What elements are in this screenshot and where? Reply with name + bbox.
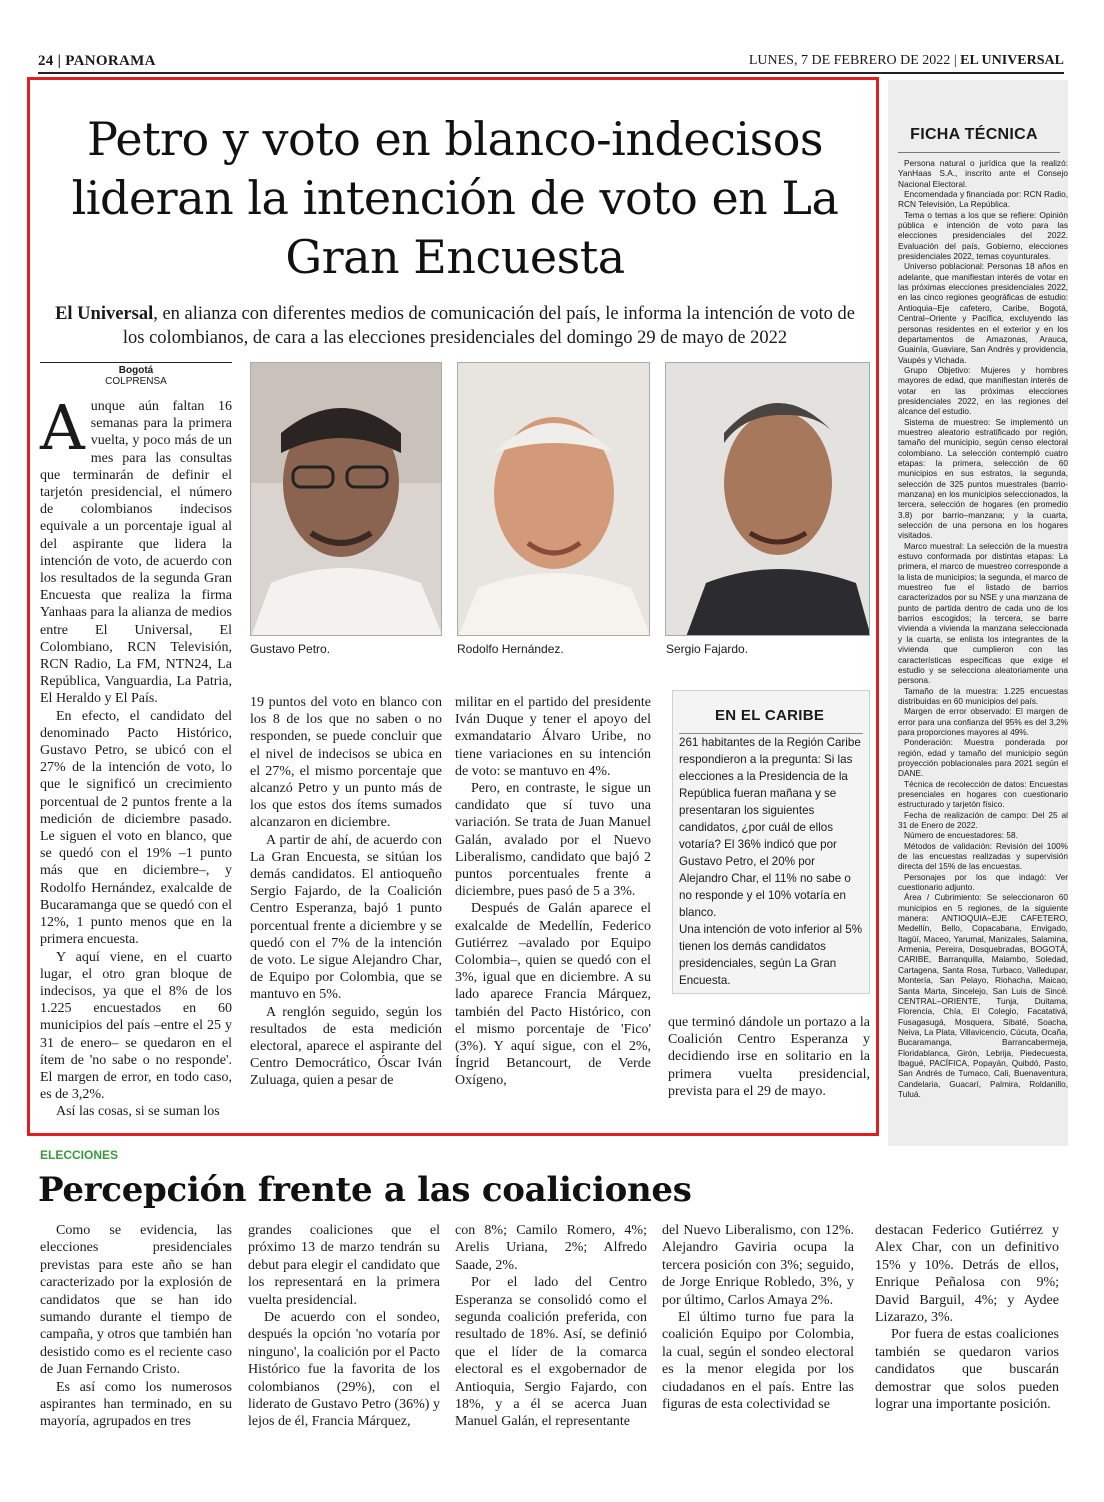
article-paragraph: En efecto, el candidato del denominado Pacto Histórico, Gustavo Petro, se ubicó con el 27% de la intención de voto, lo que le significó un crecimiento porcentual de 2 puntos frente a la medición de diciembre pasado. Le siguen el voto en blanco, que se quedó con el 19% –1 punto más que en diciembre–, y Rodolfo Hernández, exalcalde de Bucaramanga que se quedó con el 12%, 1 punto menos que en la primera encuesta. xyxy=(40,708,232,948)
header-separator: | xyxy=(950,53,961,68)
article-paragraph: Es así como los numerosos aspirantes han terminado, en su mayoría, agrupados en tres xyxy=(40,1379,232,1430)
ficha-item: Ponderación: Muestra ponderada por región, edad y tamaño del municipio según proyección poblacionales para 2021 según el DANE. xyxy=(898,737,1068,779)
ficha-title: FICHA TÉCNICA xyxy=(910,126,1038,143)
ficha-item: Número de encuestadores: 58. xyxy=(904,830,1018,841)
article-paragraph: con 8%; Camilo Romero, 4%; Arelis Uriana, 2%; Alfredo Saade, 2%. xyxy=(455,1223,647,1273)
ficha-item: Universo poblacional: Personas 18 años en adelante, que manifiestan interés de votar en las próximas elecciones presidenciales 2022, en las cinco regiones geográficas de estudio: Antioquia–Eje cafetero, Caribe, Bogotá, Central–Oriente y Pacífica, excluyendo las personas residentes en el exterior y en los departamentos de Amazonas, Arauca, Guainía, Guaviare, San Andrés y providencia, Vaupés y Vichada. xyxy=(898,261,1068,365)
page-section: 24 | PANORAMA xyxy=(38,53,156,69)
ficha-item: Sistema de muestreo: Se implementó un muestreo aleatorio estratificado por región, tamaño del municipio, según censo electoral colombiano. La selección contempló cuatro etapas: la primera, selección de 60 municipios en sus estratos, la segunda, selección de 325 puntos muestrales (barrio-manzana) en los municipios seleccionados, la tercera, selección de hogares (en promedio 3.8) por barrio–manzana; y la cuarta, selección de una persona en los hogares visitados. xyxy=(898,416,1068,541)
photo-rodolfo-hernandez xyxy=(457,362,650,636)
issue-date-line xyxy=(749,53,1064,69)
article-paragraph: que terminó dándole un portazo a la Coalición Centro Esperanza y decidiendo irse en solitario en la primera vuelta presidencial, prevista para el 29 de mayo. xyxy=(668,1015,870,1099)
bottom-column-3 xyxy=(455,1222,647,1431)
article-paragraph: Por el lado del Centro Esperanza se consolidó como el segunda coalición preferida, con resultado de 18%. Así, se definió que el líder de la comarca electoral es el exgobernador de Antioquia, Sergio Fajardo, con 18%, y a él se acerca Juan Manuel Galán, el representante xyxy=(455,1275,647,1430)
ficha-tecnica-sidebar xyxy=(888,80,1068,1146)
portrait-image xyxy=(251,363,442,636)
caption-rodolfo-hernandez: Rodolfo Hernández. xyxy=(457,642,564,656)
ficha-item: Fecha de realización de campo: Del 25 al 31 de Enero de 2022. xyxy=(898,809,1068,830)
dateline-city: Bogotá xyxy=(118,365,154,376)
section-label: ELECCIONES xyxy=(40,1148,119,1162)
caption-gustavo-petro: Gustavo Petro. xyxy=(250,642,331,656)
ficha-item: Persona natural o jurídica que la realizó: YanHaas S.A., inscrito ante el Consejo Nacional Electoral. xyxy=(898,158,1068,189)
article-paragraph: Así las cosas, si se suman los xyxy=(56,1104,220,1120)
article-column-3 xyxy=(455,694,651,1090)
caribe-paragraph: 261 habitantes de la Región Caribe respondieron a la pregunta: Si las elecciones a la Presidencia de la República fueran mañana y se presentaran los siguientes candidatos, ¿por cuál de ellos votaría? El 36% indicó que por Gustavo Petro, el 20% por Alejandro Char, el 11% no sabe o no responde y el 10% votaría en blanco. xyxy=(679,736,861,919)
article-paragraph: Como se evidencia, las elecciones presidenciales previstas para este año se han caracterizado por la explosión de candidatos que se han ido sumando durante el tiempo de campaña, y otros que también han desistido como es el reciente caso de Juan Fernando Cristo. xyxy=(40,1223,232,1378)
article-paragraph: Y aquí viene, en el cuarto lugar, el otro gran bloque de indecisos, ya que el 8% de los 1.225 encuestados en 60 municipios del país –entre el 25 y 31 de enero– se quedaron en el ítem de 'no sabe o no responde'. El margen de error, en todo caso, es de 3,2%. xyxy=(40,949,232,1103)
dateline xyxy=(40,362,232,387)
deck-text: , en alianza con diferentes medios de comunicación del país, le informa la intención de voto de los colombianos, de cara a las elecciones presidenciales del domingo 29 de mayo de 2022 xyxy=(122,304,855,348)
ficha-item: Encomendada y financiada por: RCN Radio, RCN Televisión, La República. xyxy=(898,189,1068,210)
photo-sergio-fajardo xyxy=(665,362,870,636)
deck xyxy=(42,302,868,350)
ficha-item: Grupo Objetivo: Mujeres y hombres mayores de edad, que manifiestan interés de votar en las próximas elecciones presidenciales 2022, en las regiones del alcance del estudio. xyxy=(898,364,1068,417)
article-paragraph: El último turno fue para la coalición Equipo por Colombia, la cual, según el sondeo electoral es la menor elegida por los ciudadanos en el país. Entre las figuras de esta colectividad se xyxy=(662,1310,854,1413)
portrait-image xyxy=(666,363,870,636)
caption-sergio-fajardo: Sergio Fajardo. xyxy=(666,642,749,656)
article-paragraph: A renglón seguido, según los resultados de esta medición electoral, aparece el aspirante del Centro Democrático, Óscar Iván Zuluaga, quien a pesar de xyxy=(250,1004,442,1089)
section-headline: Percepción frente a las coaliciones xyxy=(38,1170,692,1210)
article-paragraph: A partir de ahí, de acuerdo con La Gran Encuesta, se sitúan los demás candidatos. El antioqueño Sergio Fajardo, de la Coalición Centro Esperanza, bajó 1 punto porcentual frente a diciembre y se quedó con el 7% de la intención de voto. Le sigue Alejandro Char, de Equipo por Colombia, que se mantuvo en 5%. xyxy=(250,832,442,1003)
caribe-title: EN EL CARIBE xyxy=(715,707,825,724)
dateline-agency: COLPRENSA xyxy=(105,376,167,387)
issue-date: LUNES, 7 DE FEBRERO DE 2022 xyxy=(748,53,951,68)
ficha-item: Margen de error observado: El margen de error para una confianza del 95% es del 3,2% para proporciones mayores al 49%. xyxy=(898,706,1068,737)
ficha-item: Marco muestral: La selección de la muestra estuvo conformada por distintas etapas: La primera, el marco de muestreo corresponde a la lista de municipios; la segunda, el marco de muestreo fue el listado de barrios caracterizados por su NSE y una manzana de punto de partida dentro de cada uno de los barrios escogidos; la tercera, se barre vivienda a vivienda la manzana seleccionada y la cuarta, se enlista los integrantes de la vivienda que cumplieron con las características específicas que exige el estudio y se selecciona aleatoriamente una persona. xyxy=(898,540,1068,686)
newspaper-name: EL UNIVERSAL xyxy=(960,53,1064,68)
article-paragraph: Pero, en contraste, le sigue un candidato que sí tuvo una variación. Se trata de Juan Manuel Galán, avalado por el Nuevo Liberalismo, candidato que bajó 2 puntos porcentuales frente a diciembre, pues pasó de 5 a 3%. xyxy=(455,781,651,900)
deck-bold: El Universal xyxy=(55,304,154,324)
bottom-column-4 xyxy=(662,1222,854,1413)
caribe-paragraph: Una intención de voto inferior al 5% tienen los demás candidatos presidenciales, según La Gran Encuesta. xyxy=(679,923,863,987)
article-paragraph: destacan Federico Gutiérrez y Alex Char, con un definitivo 15% y 10%. Detrás de ellos, Enrique Peñalosa con 9%; David Barguil, 4%; y Aydee Lizarazo, 3%. xyxy=(875,1223,1059,1326)
article-paragraph: militar en el partido del presidente Iván Duque y tener el apoyo del exmandatario Álvaro Uribe, no tiene variaciones en su intención de voto: se mantuvo en 4%. xyxy=(455,695,651,779)
article-paragraph: del Nuevo Liberalismo, con 12%. Alejandro Gaviria ocupa la tercera posición con 3%; seguido, de Jorge Enrique Robledo, 3%, y por último, Carlos Amaya 2%. xyxy=(662,1223,854,1308)
ficha-item: Tema o temas a los que se refiere: Opinión pública e intención de voto para las elecciones presidenciales del 2022. Evaluación del país, Gobierno, elecciones presidenciales 2022, temas coyunturales. xyxy=(898,209,1068,262)
caribe-sidebar xyxy=(672,690,870,994)
portrait-image xyxy=(458,363,650,636)
headline: Petro y voto en blanco-indecisos lideran la intención de voto en La Gran Encuesta xyxy=(71,112,839,284)
bottom-column-2 xyxy=(248,1222,440,1431)
bottom-column-5 xyxy=(875,1222,1059,1413)
ficha-item: Métodos de validación: Revisión del 100% de las encuestas realizadas y supervisión directa del 15% de las encuestas. xyxy=(898,840,1068,872)
article-paragraph: De acuerdo con el sondeo, después la opción 'no votaría por ninguno', la coalición por el Pacto Histórico fue la favorita de los colombianos (29%), con el liderato de Gustavo Petro (36%) y lejos de él, Francia Márquez, xyxy=(248,1310,440,1430)
photo-gustavo-petro xyxy=(250,362,442,636)
ficha-item: Personajes por los que indagó: Ver cuestionario adjunto. xyxy=(898,871,1068,893)
article-column-2 xyxy=(250,694,442,1090)
ficha-item: Tamaño de la muestra: 1.225 encuestas distribuidas en 60 municipios del país. xyxy=(898,685,1068,706)
article-column-4 xyxy=(668,1014,870,1100)
article-paragraph: grandes coaliciones que el próximo 13 de marzo tendrán su debut para elegir el candidato que los representará en la primera vuelta presidencial. xyxy=(248,1223,440,1308)
article-column-1 xyxy=(40,391,232,1121)
divider xyxy=(898,152,1060,153)
article-paragraph: 19 puntos del voto en blanco con los 8 de los que no saben o no responden, se puede concluir que el nivel de indecisos se ubica en el 27%, el mismo porcentaje que alcanzó Petro y un punto más de los que estos dos ítems sumados alcanzaron en diciembre. xyxy=(250,695,442,831)
ficha-item: Técnica de recolección de datos: Encuestas presenciales en hogares con cuestionario estructurado y tarjetón físico. xyxy=(898,778,1068,810)
article-paragraph: Por fuera de estas coaliciones también se quedaron varios candidatos que buscarán demostrar que solos pueden lograr una importante posición. xyxy=(875,1327,1059,1413)
article-paragraph: Después de Galán aparece el exalcalde de Medellín, Federico Gutiérrez –avalado por Equipo Colombia–, quien se quedó con el 3%, igual que en diciembre. A su lado aparece Francia Márquez, también del Pacto Histórico, con el mismo porcentaje de 'Fico' (3%). Y aquí sigue, con el 2%, Íngrid Betancourt, de Verde Oxígeno, xyxy=(455,901,651,1089)
bottom-column-1 xyxy=(40,1222,232,1431)
ficha-item: Área / Cubrimiento: Se seleccionaron 60 municipios en 5 regiones, de la siguiente manera: ANTIOQUIA–EJE CAFETERO, Medellín, Bello, Copacabana, Envigado, Itagüí, Maceo, Yarumal, Manizales, Salamina, Armenia, Pereira, Dosquebradas, BOGOTÁ, CARIBE, Barranquilla, Malambo, Soledad, Cartagena, Santa Rosa, Turbaco, Valledupar, Montería, San Pelayo, Riohacha, Maicao, Santa Marta, Sincelejo, San Luis de Sincé. CENTRAL–ORIENTE, Tunja, Duitama, Florencia, Chía, El Colegio, Facatativá, Fusagasugá, Mosquera, Sibaté, Soacha, Neiva, La Plata, Villavicencio, Cúcuta, Ocaña, Bucaramanga, Barrancabermeja, Floridablanca, Girón, Lebrija, Piedecuesta, Ibagué, PACÍFICA, Popayán, Quibdó, Pasto, San Andrés de Tumaco, Cali, Buenaventura, Candelaria, Guacarí, Palmira, Roldanillo, Tuluá. xyxy=(898,892,1068,1099)
dropcap: A xyxy=(40,391,85,464)
page-header xyxy=(38,50,1064,74)
article-paragraph: Aunque aún faltan 16 semanas para la primera vuelta, y poco más de un mes para las consultas que terminarán de definir el tarjetón presidencial, el número de colombianos indecisos equivale a un porcentaje igual al del aspirante que lidera la intención de voto, de acuerdo con los resultados de la segunda Gran Encuesta que realiza la firma Yanhaas para la alianza de medios entre El Universal, El Colombiano, RCN Televisión, RCN Radio, La FM, NTN24, La República, Vanguardia, La Patria, El Heraldo y El País. xyxy=(40,391,232,707)
ficha-body xyxy=(898,158,1068,1099)
divider xyxy=(679,733,863,734)
